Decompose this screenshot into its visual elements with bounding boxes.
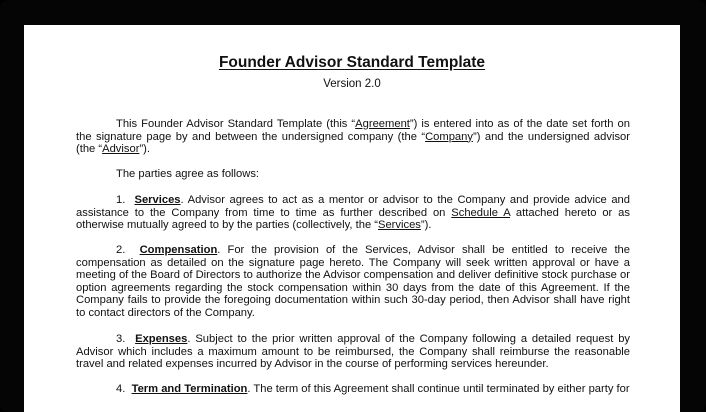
section-number: 1.	[116, 194, 126, 206]
section-compensation	[76, 244, 630, 320]
section-text-1: . Advisor agrees to act as a mentor or advisor to the Company and provide advice and assistance to the Company from time to time as further described on	[76, 194, 631, 219]
section-text: . The term of this Agreement shall continue until terminated by either party for	[247, 383, 630, 395]
section-term-termination	[76, 383, 630, 396]
section-text: . Subject to the prior written approval of the Company following a detailed request by Advisor which includes a maximum amount to be reimbursed, the Company shall reimburse the reasonable travel and related expenses incurred by Advisor in the course of performing services hereunder.	[76, 333, 631, 371]
document-title: Founder Advisor Standard Template	[218, 54, 486, 71]
section-heading-services: Services	[134, 194, 181, 206]
section-text-3: ”).	[420, 219, 432, 232]
section-heading-expenses: Expenses	[135, 333, 188, 345]
schedule-a-link[interactable]: Schedule A	[451, 206, 511, 219]
term-advisor: Advisor	[102, 143, 140, 156]
section-services	[76, 194, 630, 232]
parties-text: The parties agree as follows:	[116, 168, 260, 180]
section-number: 3.	[116, 333, 126, 345]
intro-text-3: ”) and the undersigned advisor (the “	[76, 130, 631, 156]
intro-text-4: ”).	[139, 143, 150, 156]
document-version: Version 2.0	[323, 78, 381, 90]
section-text-2: attached hereto or as otherwise mutually agreed to by the parties (collectively, the “	[76, 206, 630, 232]
section-expenses	[76, 333, 630, 371]
section-number: 4.	[116, 383, 126, 395]
section-text: . For the provision of the Services, Advisor shall be entitled to receive the compensation as detailed on the signature page hereto. The Company will seek written approval or have a meeting of the Board of Directors to authorize the Advisor compensation and deliver definitive stock purchase or option agreements regarding the stock compensation within 30 days from the date of this Agreement. If the Company fails to provide the foregoing documentation within such 30-day period, then Advisor shall have right to contact directors of the Company.	[76, 244, 631, 319]
term-services: Services	[378, 219, 421, 232]
section-heading-compensation: Compensation	[139, 244, 218, 256]
intro-text-1: This Founder Advisor Standard Template (this “	[116, 118, 356, 130]
section-heading-term: Term and Termination	[131, 383, 248, 395]
intro-text-2: ”) is entered into as of the date set forth on the signature page by and between the undersigned company (the “	[76, 118, 630, 143]
intro-paragraph	[76, 118, 630, 156]
document-page	[24, 25, 680, 412]
term-company: Company	[425, 130, 473, 143]
parties-paragraph	[76, 168, 630, 181]
term-agreement: Agreement	[355, 118, 410, 130]
section-number: 2.	[116, 244, 126, 256]
